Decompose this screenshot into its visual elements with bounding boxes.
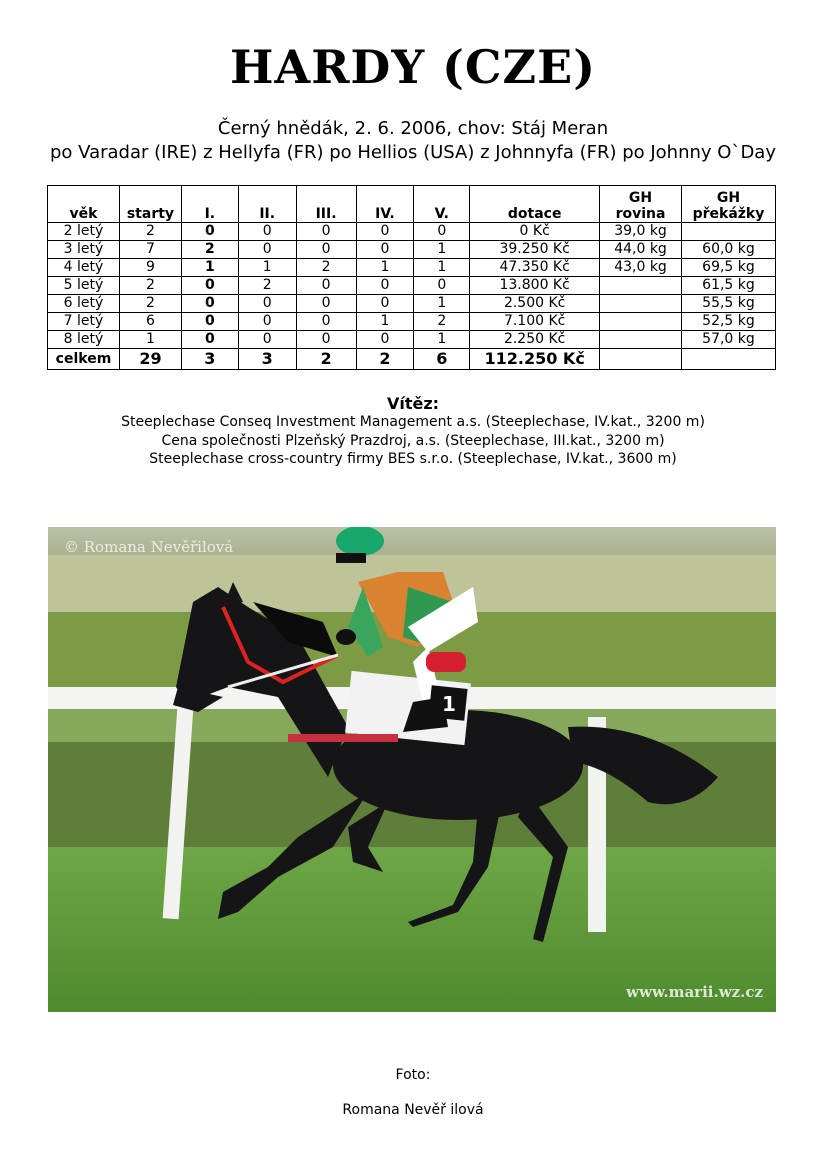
cell-place-1: 0 — [181, 295, 238, 313]
cell-age: 2 letý — [48, 223, 120, 241]
cell-place-4: 0 — [356, 295, 414, 313]
cell-money: 47.350 Kč — [470, 259, 600, 277]
winner-race: Steeplechase cross-country firmy BES s.r.o. (Steeplechase, IV.kat., 3600 m) — [149, 451, 677, 467]
photo-credit-label: Foto: — [395, 1067, 431, 1083]
cell-money: 2.250 Kč — [470, 331, 600, 349]
cell-place-1: 0 — [181, 223, 238, 241]
cell-place-1: 1 — [181, 259, 238, 277]
col-money: dotace — [470, 186, 600, 223]
cell-place-5: 0 — [414, 223, 470, 241]
table-total-row — [48, 349, 776, 370]
table-header-row — [48, 186, 776, 223]
cell-place-3: 0 — [296, 331, 356, 349]
cell-age: 6 letý — [48, 295, 120, 313]
cell-place-4: 1 — [356, 259, 414, 277]
cell-gh-flat: 39,0 kg — [600, 223, 682, 241]
cell-place-5: 1 — [414, 331, 470, 349]
jockey-helmet — [336, 527, 384, 556]
pedigree-line: po Varadar (IRE) z Hellyfa (FR) po Hellios (USA) z Johnnyfa (FR) po Johnny O`Day — [50, 142, 776, 163]
watermark-top-left: © Romana Nevěřilová — [64, 538, 234, 556]
winner-race: Cena společnosti Plzeňský Prazdroj, a.s. (Steeplechase, III.kat., 3200 m) — [161, 432, 665, 449]
winner-race: Steeplechase Conseq Investment Management a.s. (Steeplechase, IV.kat., 3200 m) — [121, 414, 705, 430]
table-row — [48, 313, 776, 331]
winner-list — [0, 413, 826, 469]
cell-place-3: 0 — [296, 223, 356, 241]
cell-place-1: 2 — [181, 241, 238, 259]
cell-place-5: 2 — [414, 313, 470, 331]
table-row — [48, 295, 776, 313]
cell-total-gh-flat — [600, 349, 682, 370]
cell-place-2: 0 — [238, 331, 296, 349]
cell-starts: 2 — [119, 295, 181, 313]
col-starts: starty — [119, 186, 181, 223]
cell-gh-flat — [600, 331, 682, 349]
cell-total-place-3: 2 — [296, 349, 356, 370]
cell-place-5: 1 — [414, 295, 470, 313]
race-photo — [48, 527, 776, 1012]
cell-place-3: 0 — [296, 277, 356, 295]
cell-place-4: 0 — [356, 223, 414, 241]
cell-place-3: 0 — [296, 241, 356, 259]
cell-total-place-1: 3 — [181, 349, 238, 370]
cell-money: 13.800 Kč — [470, 277, 600, 295]
cell-place-2: 0 — [238, 313, 296, 331]
cell-gh-flat — [600, 313, 682, 331]
cell-total-place-2: 3 — [238, 349, 296, 370]
table-row — [48, 259, 776, 277]
cell-place-2: 0 — [238, 223, 296, 241]
cell-gh-jump: 55,5 kg — [681, 295, 775, 313]
winner-heading: Vítěz: — [386, 394, 440, 413]
horse-name-title: HARDY (CZE) — [230, 40, 596, 94]
cell-starts: 9 — [119, 259, 181, 277]
cell-total-label: celkem — [48, 349, 120, 370]
cell-gh-flat: 44,0 kg — [600, 241, 682, 259]
cell-total-place-4: 2 — [356, 349, 414, 370]
cell-age: 3 letý — [48, 241, 120, 259]
cell-place-4: 0 — [356, 241, 414, 259]
col-place-1: I. — [181, 186, 238, 223]
table-row — [48, 277, 776, 295]
cell-place-1: 0 — [181, 313, 238, 331]
cell-place-4: 0 — [356, 331, 414, 349]
cell-money: 7.100 Kč — [470, 313, 600, 331]
cell-starts: 2 — [119, 223, 181, 241]
cell-gh-flat — [600, 277, 682, 295]
cell-starts: 7 — [119, 241, 181, 259]
cell-place-5: 1 — [414, 259, 470, 277]
cell-total-starts: 29 — [119, 349, 181, 370]
cell-age: 5 letý — [48, 277, 120, 295]
cell-place-4: 0 — [356, 277, 414, 295]
col-place-3: III. — [296, 186, 356, 223]
cell-starts: 1 — [119, 331, 181, 349]
cell-place-2: 1 — [238, 259, 296, 277]
cell-gh-jump — [681, 223, 775, 241]
cell-place-2: 0 — [238, 241, 296, 259]
cell-place-5: 1 — [414, 241, 470, 259]
cell-gh-jump: 52,5 kg — [681, 313, 775, 331]
col-place-2: II. — [238, 186, 296, 223]
col-gh-flat: GH rovina — [600, 186, 682, 223]
cell-gh-flat: 43,0 kg — [600, 259, 682, 277]
table-row — [48, 331, 776, 349]
watermark-bottom-right: www.marii.wz.cz — [626, 983, 763, 1001]
col-place-4: IV. — [356, 186, 414, 223]
col-place-5: V. — [414, 186, 470, 223]
cell-total-place-5: 6 — [414, 349, 470, 370]
cell-place-3: 2 — [296, 259, 356, 277]
cell-gh-jump: 60,0 kg — [681, 241, 775, 259]
cell-starts: 6 — [119, 313, 181, 331]
cell-gh-jump: 61,5 kg — [681, 277, 775, 295]
cell-money: 39.250 Kč — [470, 241, 600, 259]
cell-gh-flat — [600, 295, 682, 313]
cell-place-4: 1 — [356, 313, 414, 331]
cell-starts: 2 — [119, 277, 181, 295]
cell-gh-jump: 69,5 kg — [681, 259, 775, 277]
cell-place-3: 0 — [296, 313, 356, 331]
cell-age: 4 letý — [48, 259, 120, 277]
photo-credit-author: Romana Nevěř ilová — [342, 1102, 484, 1118]
col-gh-jump: GH překážky — [681, 186, 775, 223]
race-statistics-table — [47, 185, 776, 370]
cell-place-1: 0 — [181, 331, 238, 349]
cell-place-1: 0 — [181, 277, 238, 295]
cell-money: 2.500 Kč — [470, 295, 600, 313]
saddle-number: 1 — [442, 692, 456, 716]
horse-details-line: Černý hnědák, 2. 6. 2006, chov: Stáj Meran — [217, 118, 609, 139]
col-age: věk — [48, 186, 120, 223]
table-row — [48, 223, 776, 241]
cell-place-5: 0 — [414, 277, 470, 295]
cell-money: 0 Kč — [470, 223, 600, 241]
cell-total-money: 112.250 Kč — [470, 349, 600, 370]
cell-total-gh-jump — [681, 349, 775, 370]
cell-gh-jump: 57,0 kg — [681, 331, 775, 349]
cell-age: 8 letý — [48, 331, 120, 349]
cell-place-2: 2 — [238, 277, 296, 295]
cell-place-3: 0 — [296, 295, 356, 313]
cell-age: 7 letý — [48, 313, 120, 331]
cell-place-2: 0 — [238, 295, 296, 313]
table-row — [48, 241, 776, 259]
